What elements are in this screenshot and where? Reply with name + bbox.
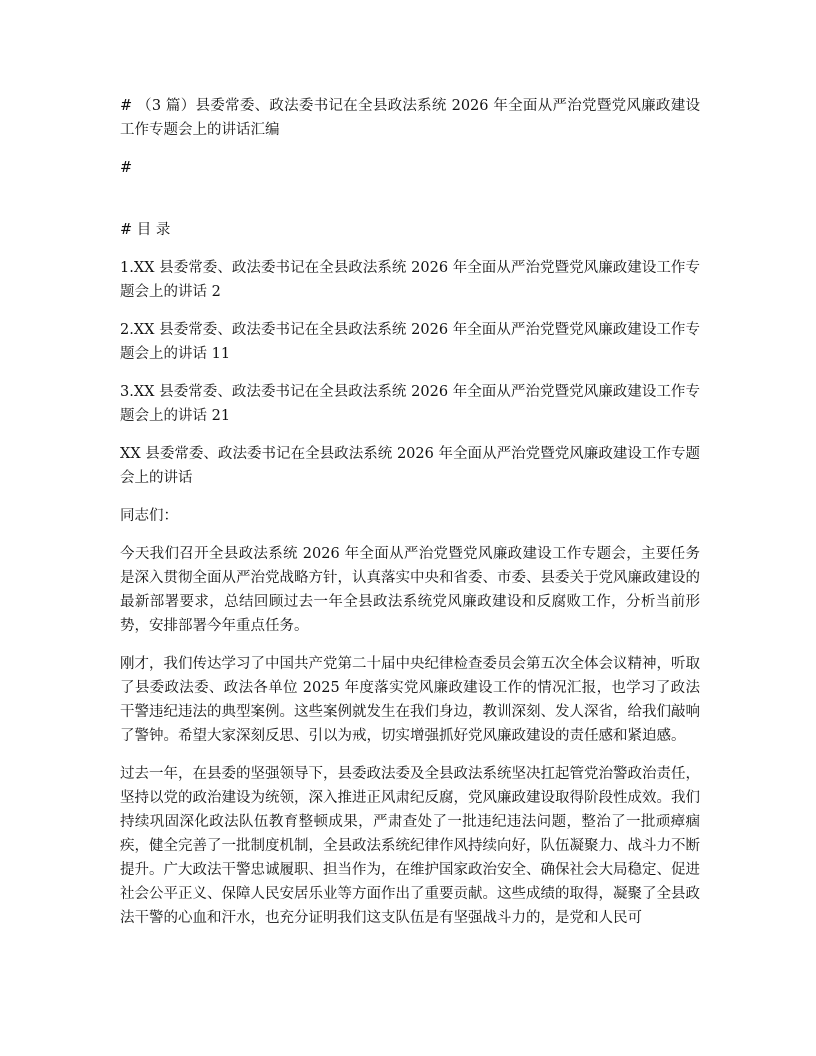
section-title: XX 县委常委、政法委书记在全县政法系统 2026 年全面从严治党暨党风廉政建设工作专题会上的讲话 xyxy=(120,446,700,486)
document-title: # （3 篇）县委常委、政法委书记在全县政法系统 2026 年全面从严治党暨党风廉政建设工作专题会上的讲话汇编 xyxy=(120,98,700,138)
greeting: 同志们： xyxy=(120,508,178,524)
body-paragraph-1: 今天我们召开全县政法系统 2026 年全面从严治党暨党风廉政建设工作专题会，主要任务是深入贯彻全面从严治党战略方针，认真落实中央和省委、市委、县委关于党风廉政建设的最新部署要求，总结回顾过去一年全县政法系统党风廉政建设和反腐败工作，分析当前形势，安排部署今年重点任务。 xyxy=(120,546,700,634)
toc-item-3: 3.XX 县委常委、政法委书记在全县政法系统 2026 年全面从严治党暨党风廉政建设工作专题会上的讲话 21 xyxy=(120,384,700,424)
hash-line: # xyxy=(120,160,133,176)
document-page xyxy=(120,94,700,944)
body-paragraph-3: 过去一年，在县委的坚强领导下，县委政法委及全县政法系统坚决扛起管党治警政治责任，坚持以党的政治建设为统领，深入推进正风肃纪反腐，党风廉政建设取得阶段性成效。我们持续巩固深化政法队伍教育整顿成果，严肃查处了一批违纪违法问题，整治了一批顽瘴痼疾，健全完善了一批制度机制，全县政法系统纪律作风持续向好，队伍凝聚力、战斗力不断提升。广大政法干警忠诚履职、担当作为，在维护国家政治安全、确保社会大局稳定、促进社会公平正义、保障人民安居乐业等方面作出了重要贡献。这些成绩的取得，凝聚了全县政法干警的心血和汗水，也充分证明我们这支队伍是有坚强战斗力的，是党和人民可 xyxy=(120,766,700,926)
toc-item-2: 2.XX 县委常委、政法委书记在全县政法系统 2026 年全面从严治党暨党风廉政建设工作专题会上的讲话 11 xyxy=(120,322,700,362)
body-paragraph-2: 刚才，我们传达学习了中国共产党第二十届中央纪律检查委员会第五次全体会议精神，听取了县委政法委、政法各单位 2025 年度落实党风廉政建设工作的情况汇报，也学习了政法干警违纪违法的典型案例。这些案例就发生在我们身边，教训深刻、发人深省，给我们敲响了警钟。希望大家深刻反思、引以为戒，切实增强抓好党风廉政建设的责任感和紧迫感。 xyxy=(120,656,700,744)
toc-heading: # 目 录 xyxy=(120,222,171,238)
toc-item-1: 1.XX 县委常委、政法委书记在全县政法系统 2026 年全面从严治党暨党风廉政建设工作专题会上的讲话 2 xyxy=(120,260,700,300)
